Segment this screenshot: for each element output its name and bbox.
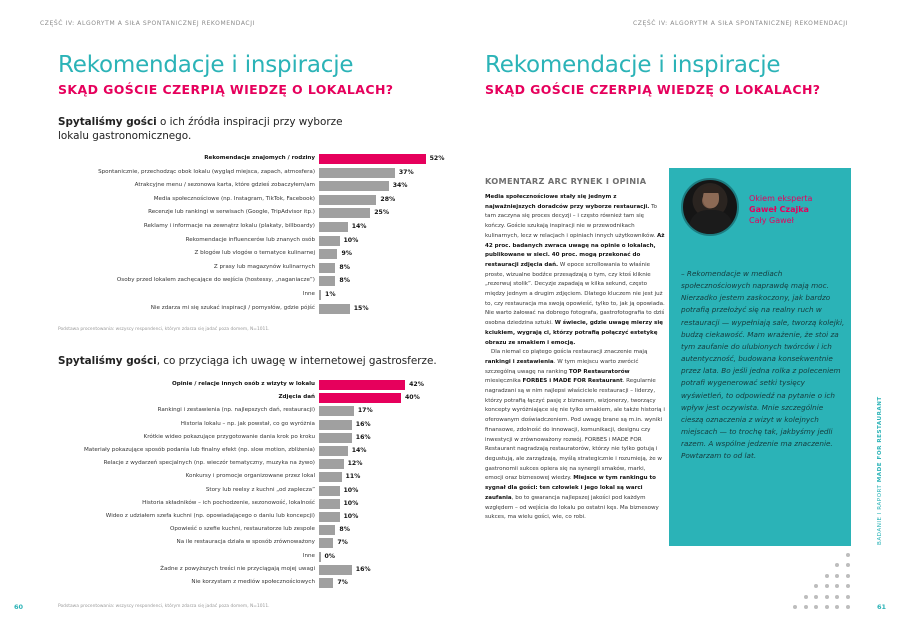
bar-label: Z blogów lub vlogów o tematyce kulinarnej [194, 250, 315, 257]
bar-value-label: 10% [343, 499, 359, 507]
bar-row [40, 275, 440, 286]
bar-value-label: 16% [355, 565, 371, 573]
bar [319, 393, 401, 403]
bar [319, 290, 321, 300]
comment-paragraph [485, 348, 665, 523]
bar-value-label: 10% [343, 486, 359, 494]
bar-label: Opowieść o szefie kuchni, restauratorze lub zespole [169, 526, 315, 533]
bar-row [40, 153, 445, 164]
comment-text: , bo to gwarancja najlepszej jakości pod każdym względem – od wejścia do lokalu po ostatni kęs. Ma biznesowy sukces, ma wielu gości, wie, co robi. [485, 494, 659, 521]
decorative-dot [835, 605, 839, 609]
comment-paragraph [485, 193, 665, 348]
bar-row [40, 235, 440, 246]
bar-row [40, 524, 440, 535]
bar-label: Opinie / relacje innych osób z wizyty w lokalu [172, 381, 315, 387]
decorative-dot [835, 584, 839, 588]
bar-value-label: 7% [337, 539, 348, 547]
expert-name: Gaweł Czajka [749, 205, 809, 214]
bar-row [40, 180, 440, 191]
bar-label: Inne [302, 291, 315, 297]
bar [319, 168, 395, 178]
avatar-body-shape [689, 210, 733, 236]
decorative-dot [814, 595, 818, 599]
comment-text: . Regularnie nagradzani są w nim najlepsi właściciele restauracji – liderzy, którzy potrafią łączyć pasję z biznesem, wizjonerzy, tworzący koncepty wyróżniające się nie tylko smakiem, ale także historią i oferowanym doświadczeniem. Pod uwagę brane są m.in. wyniki finansowe, zdolność do innowacji, komunikacji, designu czy inwestycji w zrównoważony rozwój. FORBES i MADE FOR Restaurant nagradzają restauratorów, którzy nie tylko gotują i degustują, ale zarządzają, myślą strategicznie i rozumieją, że w gastronomii sukces opiera się na synergii smaków, marki, emocji oraz biznesowej wiedzy. [485, 378, 665, 482]
avatar [681, 178, 739, 236]
bar-value-label: 0% [324, 552, 336, 560]
chart-2-question [58, 354, 438, 368]
bar-value-label: 28% [380, 195, 396, 203]
bar-row [40, 577, 440, 588]
bar [319, 222, 348, 232]
expert-box [669, 168, 851, 546]
bar [319, 459, 344, 469]
bar [319, 499, 340, 509]
right-page [453, 0, 907, 635]
decorative-dot [804, 605, 808, 609]
bar [319, 433, 352, 443]
bar-row [40, 221, 440, 232]
avatar-hair-shape [702, 186, 720, 193]
bar-value-label: 8% [339, 526, 350, 534]
bar [319, 195, 376, 205]
bar [319, 181, 389, 191]
bar-row [40, 471, 440, 482]
comment-emphasis: Miejsce w tym rankingu to sygnał dla gości: ten człowiek i jego lokal są warci zaufania [485, 475, 656, 501]
bar-row [40, 445, 440, 456]
comment-emphasis: TOP Restauratorów [568, 368, 630, 375]
bar-value-label: 12% [347, 460, 363, 468]
page-title: Rekomendacje i inspiracje [58, 52, 354, 78]
running-head: CZĘŚĆ IV: ALGORYTM A SIŁA SPONTANICZNEJ REKOMENDACJI [633, 20, 848, 27]
bar-label: Rankingi i zestawienia (np. najlepszych dań, restauracji) [157, 407, 315, 414]
bar-label: Inne [302, 552, 315, 559]
footnote: Podstawa procentowania: wszyscy respondenci, którym zdarza się jadać poza domem, N=1011. [58, 604, 270, 609]
running-head: CZĘŚĆ IV: ALGORYTM A SIŁA SPONTANICZNEJ REKOMENDACJI [40, 20, 255, 27]
expert-quote: – Rekomendacje w mediach społecznościowych naprawdę mają moc. Nierzadko jestem zaskoczony, jak bardzo potrafią przełożyć się na realny ruch w restauracji — wypełniają sale, tworzą kolejki, budzą ciekawość. Mam wrażenie, że stoi za tym zaufanie do ulubionych twórców i ich autentyczność, budowana konsekwentnie przez lata. Bo jeśli jedna rolka z poleceniem potrafi wygenerować setki tysięcy wyświetleń, to odpowiedź na pytanie o ich wpływ jest oczywista. Mnie szczególnie cieszą oznaczenia z wizyt w kolejnych miejscach — to trochę tak, jakbyśmy jedli razem. A wspólne jedzenie ma znaczenie. Powtarzam to od lat. [681, 269, 845, 461]
comment-emphasis: Media społecznościowe stały się jednym z najważniejszych doradców przy wyborze restauracji. [485, 194, 650, 210]
bar-value-label: 15% [353, 304, 369, 312]
bar-label: Relacje z wydarzeń specjalnych (np. wieczór tematyczny, muzyka na żywo) [103, 460, 315, 467]
decorative-dot [835, 563, 839, 567]
bar-label: Media społecznościowe (np. Instagram, TikTok, Facebook) [153, 195, 315, 202]
bar-row [40, 392, 440, 403]
comment-emphasis: FORBES i MADE FOR Restaurant [522, 378, 623, 385]
footnote: Podstawa procentowania: wszyscy respondenci, którym zdarza się jadać poza domem, N=1011. [58, 327, 270, 332]
decorative-dot [825, 605, 829, 609]
bar-value-label: 52% [429, 155, 445, 162]
bar-label: Z prasy lub magazynów kulinarnych [213, 263, 315, 270]
decorative-dot [825, 584, 829, 588]
expert-handle: Cały Gaweł [749, 216, 794, 225]
bar-row [40, 194, 440, 205]
comment-text: W epoce scrollowania to właśnie proste, wizualne bodźce przesądzają o tym, czy ktoś kliknie „rezerwuj stolik”. Decyzje zapadają w kilka sekund, często między jednym a drugim zdjęciem. Dlatego kluczem nie jest już to, czy restauracja ma swoją opowieść, tylko to, jak ją opowiada. Nie warto żałować na dobrego fotografa, gastrofotografia to dziś osobna dziedzina sztuki. [485, 261, 665, 327]
bar-row [40, 551, 440, 562]
bar-label: Nie korzystam z mediów społecznościowych [191, 579, 315, 585]
left-page [0, 0, 453, 635]
chart-inspiration-sources [40, 153, 445, 319]
decorative-dot [814, 605, 818, 609]
bar-value-label: 25% [374, 209, 390, 217]
comment-text: Dla niemal co piątego gościa restauracji znaczenie mają [491, 349, 648, 356]
bar-row [40, 432, 440, 443]
bar-row [40, 379, 440, 390]
question-bold: Spytaliśmy gości [58, 116, 157, 128]
bar-label: Atrakcyjne menu / sezonowa karta, które gdzieś zobaczyłem/am [134, 182, 315, 189]
decorative-dot [814, 584, 818, 588]
bar-value-label: 14% [351, 447, 367, 454]
bar-label: Krótkie wideo pokazujące przygotowanie dania krok po kroku [143, 433, 315, 440]
bar [319, 236, 340, 246]
bar-label: Na ile restauracja działa w sposób zrównoważony [176, 539, 315, 546]
decorative-dot [825, 574, 829, 578]
bar-row [40, 485, 440, 496]
bar-value-label: 34% [392, 182, 408, 190]
bar-value-label: 40% [405, 394, 420, 402]
comment-emphasis: rankingi i zestawienia [485, 358, 554, 365]
bar [319, 578, 333, 588]
bar-value-label: 16% [355, 433, 371, 441]
bar [319, 380, 405, 390]
bar-value-label: 1% [325, 291, 336, 298]
bar-row [40, 303, 440, 314]
decorative-dot [793, 605, 797, 609]
bar-row [40, 498, 440, 509]
bar [319, 154, 426, 164]
bar-row [40, 458, 440, 469]
page-number: 60 [14, 603, 24, 611]
page-subtitle: SKĄD GOŚCIE CZERPIĄ WIEDZĘ O LOKALACH? [58, 82, 394, 97]
bar-label: Nie zdarza mi się szukać inspiracji / pomysłów, gdzie pójść [150, 304, 315, 311]
bar-label: Story lub reelsy z kuchni „od zaplecza” [205, 486, 315, 493]
comment-emphasis: Aż 42 proc. badanych zwraca uwagę na opinie o lokalach, publikowane w sieci. 40 proc. mogą przekonać do restauracji zdjęcia dań. [485, 232, 665, 268]
decorative-dot [846, 553, 850, 557]
page-number: 61 [877, 603, 887, 611]
bar [319, 446, 348, 456]
bar-row [40, 248, 440, 259]
bar [319, 512, 340, 522]
decorative-dot [825, 595, 829, 599]
bar-label: Zdjęcia dań [278, 394, 315, 401]
question-bold: Spytaliśmy gości [58, 355, 157, 367]
bar [319, 538, 333, 548]
bar [319, 208, 370, 218]
bar-value-label: 14% [351, 223, 367, 230]
comment-body [485, 193, 665, 523]
bar-value-label: 10% [343, 236, 359, 244]
bar [319, 525, 335, 535]
chart-1-question [58, 115, 358, 143]
bar [319, 472, 342, 482]
bar-row [40, 511, 440, 522]
expert-label: Okiem eksperta [749, 194, 813, 203]
bar-label: Konkursy i promocje organizowane przez lokal [185, 473, 315, 480]
bar-row [40, 262, 440, 273]
bar-label: Żadne z powyższych treści nie przyciągają mojej uwagi [160, 565, 315, 572]
bar-value-label: 7% [337, 579, 348, 586]
bar-value-label: 11% [345, 473, 361, 481]
bar-label: Reklamy i informacje na zewnątrz lokalu (plakaty, billboardy) [143, 223, 315, 229]
bar [319, 304, 350, 314]
bar [319, 406, 354, 416]
comment-heading: KOMENTARZ ARC RYNEK I OPINIA [485, 176, 647, 186]
bar-label: Rekomendacje influencerów lub znanych osób [185, 236, 315, 243]
bar-row [40, 564, 440, 575]
bar-value-label: 10% [343, 513, 359, 520]
bar [319, 420, 352, 430]
comment-text: . W tym miejscu warto zwrócić szczególną uwagę na ranking [485, 358, 639, 375]
bar-value-label: 9% [341, 250, 352, 258]
decorative-dot [835, 574, 839, 578]
bar-label: Spontanicznie, przechodząc obok lokalu (wygląd miejsca, zapach, atmosfera) [98, 168, 315, 175]
decorative-dot [846, 595, 850, 599]
comment-text: miesięcznika [485, 378, 523, 385]
page-subtitle: SKĄD GOŚCIE CZERPIĄ WIEDZĘ O LOKALACH? [485, 82, 821, 97]
decorative-dot [846, 574, 850, 578]
bar [319, 249, 337, 259]
decorative-dot [846, 584, 850, 588]
question-text: o ich źródła inspiracji przy wyborze lokalu gastronomicznego. [58, 116, 343, 142]
bar-row [40, 405, 440, 416]
side-text-light: BADANIE I RAPORT [877, 482, 883, 545]
decorative-dot [804, 595, 808, 599]
comment-text: To tam zaczyna się proces decyzji – i często również tam się kończy. Goście szukają inspiracji nie w przewodnikach kulinarnych, lecz w relacjach i opiniach innych użytkowników. [485, 203, 658, 239]
bar-value-label: 8% [339, 277, 350, 285]
bar [319, 486, 340, 496]
bar-label: Recenzje lub rankingi w serwisach (Google, TripAdvisor itp.) [148, 209, 315, 216]
bar-row [40, 167, 440, 178]
bar [319, 565, 352, 575]
page-title: Rekomendacje i inspiracje [485, 52, 781, 78]
bar-row [40, 537, 440, 548]
bar [319, 552, 321, 562]
bar-label: Wideo z udziałem szefa kuchni (np. opowiadającego o daniu lub koncepcji) [105, 513, 315, 519]
side-brand-text [877, 396, 883, 545]
side-text-bold: MADE FOR RESTAURANT [877, 396, 883, 483]
bar-value-label: 17% [357, 407, 373, 415]
bar-label: Materiały pokazujące sposób podania lub finalny efekt (np. slow motion, zbliżenia) [83, 447, 315, 453]
bar-value-label: 16% [355, 420, 371, 428]
bar-label: Osoby przed lokalem zachęcające do wejścia (hostessy, „naganiacze”) [116, 277, 315, 284]
bar-value-label: 37% [398, 168, 414, 176]
bar-label: Historia lokalu – np. jak powstał, co go wyróżnia [180, 420, 315, 427]
decorative-dot [846, 563, 850, 567]
bar-value-label: 42% [409, 381, 424, 388]
bar-label: Historia składników – ich pochodzenie, sezonowość, lokalność [142, 499, 315, 506]
decorative-dot [846, 605, 850, 609]
bar-label: Rekomendacje znajomych / rodziny [204, 155, 315, 161]
bar [319, 276, 335, 286]
comment-emphasis: W świecie, gdzie uwagę mierzy się kciukiem, wygrają ci, którzy potrafią połączyć estetykę obrazu ze smakiem i emocją. [485, 320, 663, 346]
chart-online-attention [40, 379, 440, 589]
bar-value-label: 8% [339, 263, 350, 271]
bar-row [40, 419, 440, 430]
question-text: , co przyciąga ich uwagę w internetowej gastrosferze. [156, 355, 437, 367]
bar-row [40, 207, 440, 218]
bar-row [40, 289, 440, 300]
decorative-dot [835, 595, 839, 599]
bar [319, 263, 335, 273]
